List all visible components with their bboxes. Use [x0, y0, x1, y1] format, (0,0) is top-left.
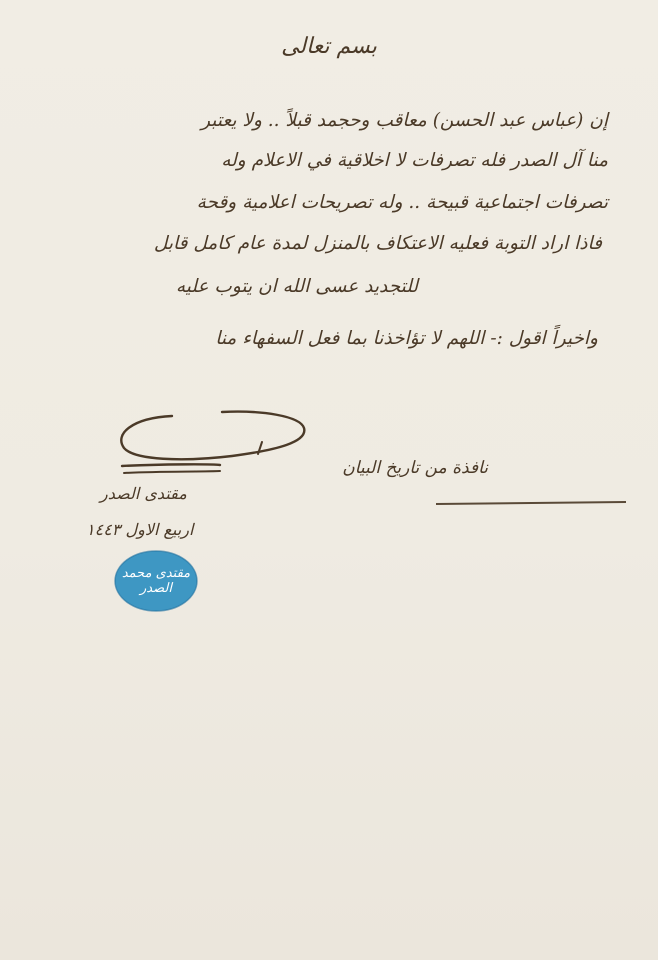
- seal-text: مقتدى محمد الصدر: [121, 566, 191, 596]
- handwritten-signature: [112, 398, 312, 478]
- letter-line-2: منا آل الصدر فله تصرفات لا اخلاقية في الاعلام وله: [221, 150, 608, 171]
- signatory-name: مقتدى الصدر: [100, 484, 187, 503]
- letter-line-6: واخيراً اقول :- اللهم لا تؤاخذنا بما فعل السفهاء منا: [215, 328, 598, 349]
- signature-date: اربيع الاول ١٤٤٣: [86, 520, 194, 539]
- letter-line-1: إن (عباس عبد الحسن) معاقب وحجمد قبلاً .. ولا يعتبر: [201, 110, 608, 131]
- source-note: نافذة من تاريخ البيان: [342, 458, 488, 478]
- letter-line-3: تصرفات اجتماعية قبيحة .. وله تصريحات اعلامية وقحة: [196, 192, 608, 213]
- source-underline: [436, 501, 626, 505]
- letter-line-4: فاذا اراد التوبة فعليه الاعتكاف بالمنزل لمدة عام كامل قابل: [153, 233, 602, 254]
- letter-line-5: للتجديد عسى الله ان يتوب عليه: [175, 276, 418, 297]
- letter-heading: بسم تعالى: [281, 34, 377, 59]
